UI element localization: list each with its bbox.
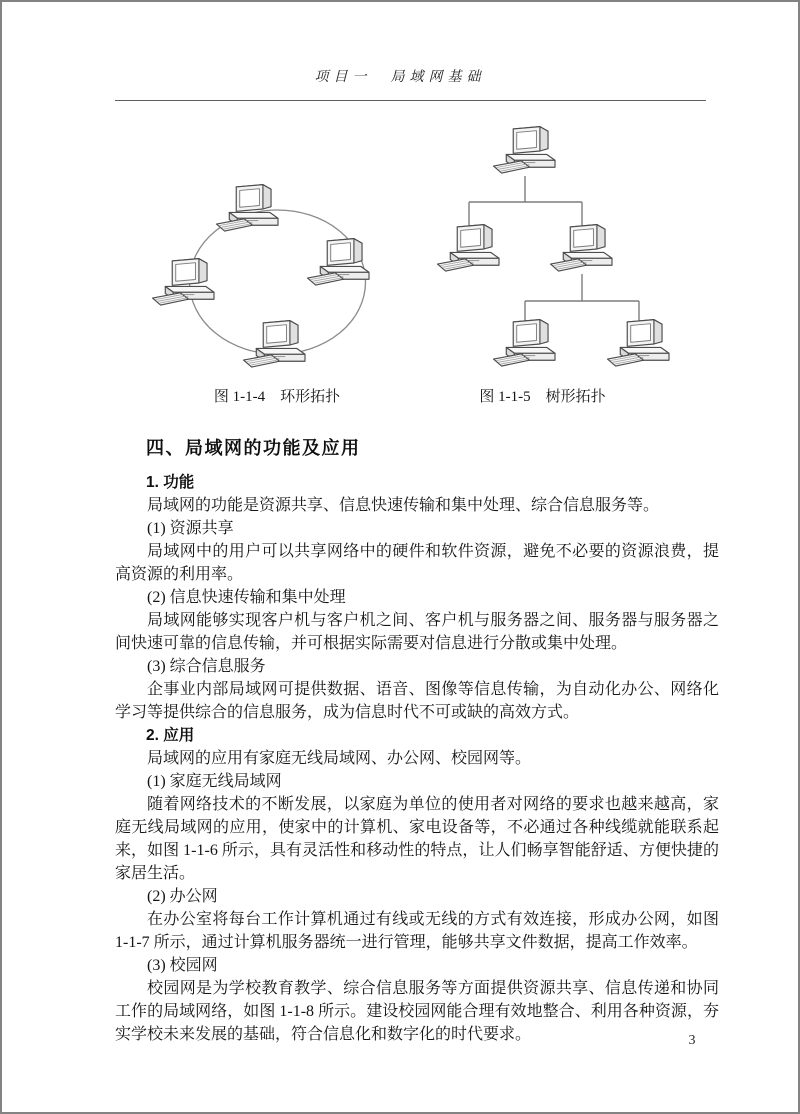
paragraph: 随着网络技术的不断发展，以家庭为单位的使用者对网络的要求也越来越高，家庭无线局域网的应用，使家中的计算机、家电设备等，不必通过各种线缆就能联系起来，如图 1-1-6 所示，具有灵活性和移动性的特点，让人们畅享智能舒适、方便快捷的家居生活。 [115,796,719,882]
item-heading: (1) 家庭无线局域网 [147,773,282,790]
paragraph: 在办公室将每台工作计算机通过有线或无线的方式有效连接，形成办公网，如图 1-1-7 所示，通过计算机服务器统一进行管理，能够共享文件数据，提高工作效率。 [115,911,719,951]
computer-icon [244,321,305,367]
item-heading: (3) 综合信息服务 [147,658,266,675]
computer-icon [308,239,369,285]
figure-caption-title: 树形拓扑 [545,389,606,405]
subsection-heading: 1. 功能 [146,474,195,491]
running-head: 项目一 局域网基础 [314,70,486,85]
tree-link-lines [469,176,639,321]
item-heading: (3) 校园网 [147,957,218,974]
paragraph: 局域网中的用户可以共享网络中的硬件和软件资源，避免不必要的资源浪费，提高资源的利用率。 [115,543,719,583]
item-heading: (2) 办公网 [147,888,218,905]
paragraph: 校园网是为学校教育教学、综合信息服务等方面提供资源共享、信息传递和协同工作的局域网络，如图 1-1-8 所示。建设校园网能合理有效地整合、利用各种资源，夯实学校未来发展的基础，符合信息化和数字化的时代要求。 [115,980,719,1043]
computer-icon [494,127,555,173]
subsection-heading: 2. 应用 [146,727,195,744]
computer-icon [608,320,669,366]
header-rule [115,100,706,101]
page-number: 3 [688,1033,696,1048]
computer-icon [551,225,612,271]
body-content [115,436,719,1046]
tree-topology-figure [420,114,672,382]
item-heading: (1) 资源共享 [147,520,234,537]
computer-icon [217,185,278,231]
computer-icon [494,320,555,366]
computer-icon [153,259,214,305]
paragraph: 局域网的功能是资源共享、信息快速传输和集中处理、综合信息服务等。 [147,497,660,514]
ring-topology-figure [142,122,412,382]
figure-caption-title: 环形拓扑 [280,389,341,405]
paragraph: 局域网能够实现客户机与客户机之间、客户机与服务器之间、服务器与服务器之间快速可靠的信息传输，并可根据实际需要对信息进行分散或集中处理。 [115,612,719,652]
figure-caption-tree [415,385,670,406]
computer-icon [438,225,499,271]
item-heading: (2) 信息快速传输和集中处理 [147,589,346,606]
figure-caption-ring [142,385,412,406]
paragraph: 企事业内部局域网可提供数据、语音、图像等信息传输，为自动化办公、网络化学习等提供综合的信息服务，成为信息时代不可或缺的高效方式。 [115,681,719,721]
figure-caption-label: 图 1-1-4 [213,389,266,405]
figure-caption-label: 图 1-1-5 [479,389,531,405]
paragraph: 局域网的应用有家庭无线局域网、办公网、校园网等。 [147,750,532,767]
section-heading: 四、局域网的功能及应用 [146,438,361,458]
